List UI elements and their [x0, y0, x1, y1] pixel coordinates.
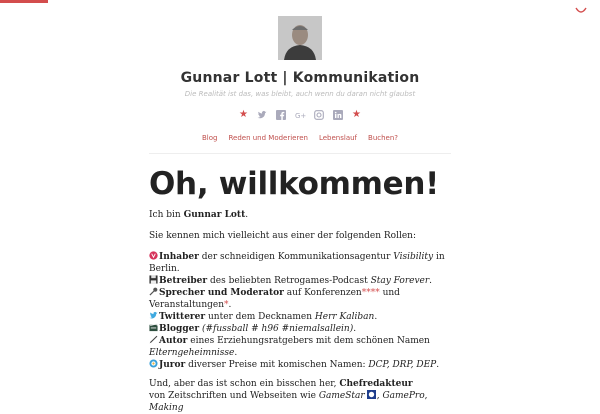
role-text-end: . [374, 312, 378, 322]
nav-item-reden-und-moderieren[interactable]: Reden und Moderieren [228, 134, 308, 142]
nav-item-lebenslauf[interactable]: Lebenslauf [318, 134, 358, 142]
role-title: Blogger [159, 324, 200, 334]
site-header [0, 14, 600, 120]
roles-intro: Sie kennen mich vielleicht aus einer der folgenden Rollen: [149, 231, 417, 241]
role-text-end: und Veranstaltungen [149, 288, 400, 310]
role-item [149, 275, 449, 287]
page-title: Oh, willkommen! [149, 166, 439, 202]
intro-name: Gunnar Lott [183, 210, 246, 220]
role-title: Juror [159, 360, 186, 370]
floppy-disk-icon [149, 275, 158, 284]
role-text: der schneidigen Kommunikationsagentur [198, 252, 394, 262]
microphone-icon [149, 287, 158, 296]
role-text-end: . [436, 360, 440, 370]
social-links [0, 110, 600, 120]
role-text: diverser Preise mit komischen Namen: [185, 360, 369, 370]
role-text: des beliebten Retrogames-Podcast [207, 276, 371, 286]
star-icon: ★ [352, 109, 361, 120]
pen-icon [149, 335, 158, 344]
role-text-end: . [234, 348, 238, 358]
role-item [149, 323, 449, 335]
role-item [149, 251, 449, 275]
books-icon [149, 323, 158, 332]
role-item [149, 359, 449, 371]
visibility-logo-icon [149, 251, 158, 260]
role-text-end: . [429, 276, 433, 286]
role-text: eines Erziehungsratgebers mit dem schönen Namen [187, 336, 430, 346]
nav-item-blog[interactable]: Blog [201, 134, 218, 142]
role-link[interactable]: Elterngeheimnisse [149, 348, 235, 358]
intro-paragraph [149, 209, 449, 221]
role-text-end: in Berlin. [149, 252, 445, 274]
header-divider [149, 153, 451, 154]
role-title: Betreiber [159, 276, 208, 286]
role-item [149, 287, 449, 311]
site-title[interactable]: Gunnar Lott | Kommunikation [180, 70, 420, 86]
role-text: auf Konferenzen [283, 288, 362, 298]
role-text: unter dem Decknamen [205, 312, 315, 322]
role-link[interactable]: Visibility [393, 252, 434, 262]
google-plus-icon[interactable] [295, 110, 305, 120]
role-title: Inhaber [159, 252, 199, 262]
role-link[interactable]: Herr Kaliban [314, 312, 375, 322]
closing-paragraph [149, 378, 449, 414]
twitter-icon[interactable] [257, 110, 267, 120]
avatar[interactable] [278, 16, 322, 60]
main-content [149, 166, 449, 414]
nav-item-buchen[interactable]: Buchen? [368, 134, 398, 142]
closing-text: Und, aber das ist schon ein bisschen her, [149, 379, 340, 389]
gamestar-logo-icon [367, 390, 376, 399]
closing-title: Chefredakteur [339, 379, 413, 389]
role-link[interactable]: Stay Forever [370, 276, 430, 286]
role-link[interactable]: DCP, DRP, DEP [368, 360, 437, 370]
role-link[interactable]: (#fussball # h96 #niemalsallein) [201, 324, 354, 334]
role-item [149, 335, 449, 359]
intro-text: Ich bin [149, 210, 184, 220]
role-title: Sprecher und Moderator [159, 288, 284, 298]
intro-period: . [245, 210, 249, 220]
main-navigation [0, 134, 600, 142]
instagram-icon[interactable] [314, 110, 324, 120]
footnote-stars[interactable]: **** [361, 288, 380, 298]
role-period: . [228, 300, 232, 310]
award-icon [149, 359, 158, 368]
role-title: Autor [159, 336, 188, 346]
separator: , [424, 391, 428, 401]
facebook-icon[interactable] [276, 110, 286, 120]
role-text-end: . [353, 324, 357, 334]
publication-link-making[interactable]: Making [149, 403, 184, 413]
publication-link-gamestar[interactable]: GameStar [318, 391, 365, 401]
footnote-star[interactable]: * [224, 300, 229, 310]
twitter-bird-icon [149, 311, 158, 320]
site-tagline: Die Realität ist das, was bleibt, auch wenn du daran nicht glaubst [184, 90, 416, 98]
star-icon: ★ [239, 109, 248, 120]
svg-text:G+: G+ [295, 112, 307, 120]
publication-link-gamepro[interactable]: GamePro [382, 391, 425, 401]
roles-list [149, 251, 449, 371]
role-title: Twitterer [159, 312, 206, 322]
separator: , [376, 391, 383, 401]
linkedin-icon[interactable] [333, 110, 343, 120]
role-item [149, 311, 449, 323]
top-accent-bar [0, 0, 48, 3]
closing-text-2: von Zeitschriften und Webseiten wie [149, 391, 319, 401]
